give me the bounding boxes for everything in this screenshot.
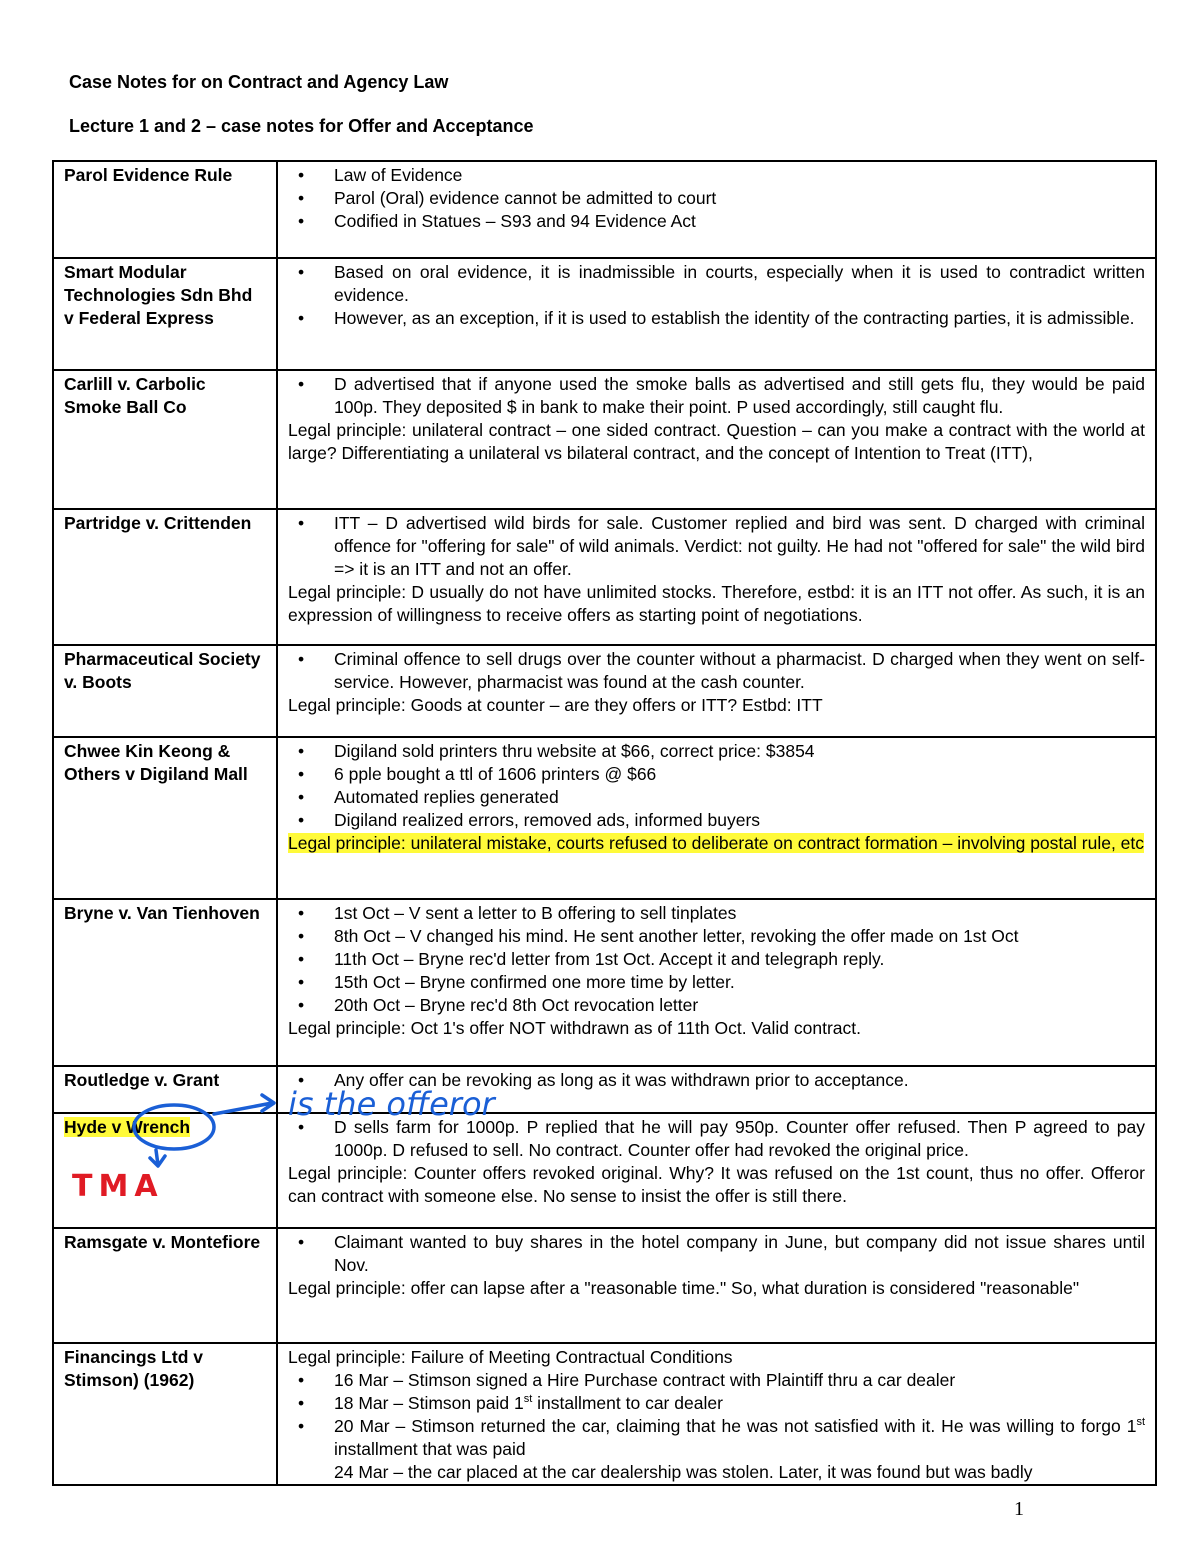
case-notes: [277, 737, 1156, 899]
legal-principle: Legal principle: Goods at counter – are they offers or ITT? Estbd: ITT: [288, 695, 823, 715]
list-item: • Codified in Statues – S93 and 94 Evidence Act: [334, 210, 1145, 233]
case-notes: [277, 258, 1156, 370]
list-item: • 15th Oct – Bryne confirmed one more time by letter.: [334, 971, 1145, 994]
case-name: Pharmaceutical Society v. Boots: [53, 645, 277, 737]
case-name: Chwee Kin Keong & Others v Digiland Mall: [53, 737, 277, 899]
list-item: • However, as an exception, if it is used to establish the identity of the contracting parties, it is admissible.: [334, 307, 1145, 330]
case-notes-table: [52, 160, 1157, 1486]
table-row: [53, 737, 1156, 899]
legal-principle: Legal principle: unilateral contract – one sided contract. Question – can you make a contract with the world at large? Differentiating a unilateral vs bilateral contract, and the concept of Intention to Treat (ITT),: [288, 420, 1145, 463]
legal-principle: Legal principle: Counter offers revoked original. Why? It was refused on the 1st count, thus no offer. Offeror can contract with someone else. No sense to insist the offer is still there.: [288, 1163, 1145, 1206]
list-item: • 8th Oct – V changed his mind. He sent another letter, revoking the offer made on 1st Oct: [334, 925, 1145, 948]
list-item: • 6 pple bought a ttl of 1606 printers @ $66: [334, 763, 1145, 786]
table-row: [53, 1113, 1156, 1228]
case-name: Parol Evidence Rule: [53, 161, 277, 258]
table-row: [53, 899, 1156, 1066]
legal-principle: Legal principle: offer can lapse after a "reasonable time." So, what duration is considered "reasonable": [288, 1278, 1080, 1298]
table-row: [53, 509, 1156, 645]
table-row: [53, 258, 1156, 370]
list-item: • Law of Evidence: [334, 164, 1145, 187]
case-notes: [277, 1343, 1156, 1485]
legal-principle: Legal principle: Oct 1's offer NOT withdrawn as of 11th Oct. Valid contract.: [288, 1018, 862, 1038]
document-title: Case Notes for on Contract and Agency Law: [69, 72, 449, 92]
case-notes: [277, 370, 1156, 509]
case-notes: [277, 1066, 1156, 1113]
highlighted-case-name: Hyde v Wrench: [64, 1117, 191, 1137]
list-item: • 16 Mar – Stimson signed a Hire Purchase contract with Plaintiff thru a car dealer: [334, 1369, 1145, 1392]
table-row: [53, 1228, 1156, 1343]
case-notes: [277, 161, 1156, 258]
table-row: [53, 1343, 1156, 1485]
case-name: Carlill v. Carbolic Smoke Ball Co: [53, 370, 277, 509]
case-notes: [277, 1113, 1156, 1228]
list-item: • D advertised that if anyone used the smoke balls as advertised and still gets flu, they would be paid 100p. They deposited $ in bank to make their point. P used accordingly, still caught flu.: [334, 373, 1145, 419]
list-item: • 1st Oct – V sent a letter to B offering to sell tinplates: [334, 902, 1145, 925]
legal-principle: Legal principle: Failure of Meeting Contractual Conditions: [288, 1347, 733, 1367]
case-name: [53, 1113, 277, 1228]
table-row: [53, 370, 1156, 509]
list-item: • D sells farm for 1000p. P replied that he will pay 950p. Counter offer refused. Then P agreed to pay 1000p. D refused to sell. No contract. Counter offer had revoked the original price.: [334, 1116, 1145, 1162]
table-row: [53, 1066, 1156, 1113]
table-row: [53, 645, 1156, 737]
legal-principle: Legal principle: D usually do not have unlimited stocks. Therefore, estbd: it is an ITT not offer. As such, it is an expression of willingness to receive offers as starting point of negotiations.: [288, 582, 1145, 625]
case-name: Bryne v. Van Tienhoven: [53, 899, 277, 1066]
list-item: • Any offer can be revoking as long as it was withdrawn prior to acceptance.: [334, 1069, 1145, 1092]
case-name: Smart Modular Technologies Sdn Bhd v Federal Express: [53, 258, 277, 370]
case-notes: [277, 509, 1156, 645]
case-name: Ramsgate v. Montefiore: [53, 1228, 277, 1343]
list-item: • Based on oral evidence, it is inadmissible in courts, especially when it is used to contradict written evidence.: [334, 261, 1145, 307]
case-notes: [277, 899, 1156, 1066]
table-row: [53, 161, 1156, 258]
case-notes: [277, 1228, 1156, 1343]
list-item: • 11th Oct – Bryne rec'd letter from 1st Oct. Accept it and telegraph reply.: [334, 948, 1145, 971]
list-item: • 20 Mar – Stimson returned the car, claiming that he was not satisfied with it. He was willing to forgo 1st installment that was paid: [334, 1415, 1145, 1461]
handwritten-note: TMA: [72, 1169, 164, 1204]
handwritten-note: is the offeror: [288, 1085, 495, 1123]
page-number: 1: [1014, 1498, 1024, 1520]
case-name: Financings Ltd v Stimson) (1962): [53, 1343, 277, 1485]
list-item: • Digiland realized errors, removed ads, informed buyers: [334, 809, 1145, 832]
list-item: • Automated replies generated: [334, 786, 1145, 809]
document-subtitle: Lecture 1 and 2 – case notes for Offer and Acceptance: [69, 116, 534, 136]
case-name: Partridge v. Crittenden: [53, 509, 277, 645]
case-name: Routledge v. Grant: [53, 1066, 277, 1113]
list-item: • ITT – D advertised wild birds for sale. Customer replied and bird was sent. D charged with criminal offence for "offering for sale" of wild animals. Verdict: not guilty. He had not "offered for sale" the wild bird => it is an ITT and not an offer.: [334, 512, 1145, 581]
list-item: • Criminal offence to sell drugs over the counter without a pharmacist. D charged when they went on self-service. However, pharmacist was found at the cash counter.: [334, 648, 1145, 694]
list-item: • Parol (Oral) evidence cannot be admitted to court: [334, 187, 1145, 210]
case-notes: [277, 645, 1156, 737]
list-item: • 18 Mar – Stimson paid 1st installment to car dealer: [334, 1392, 1145, 1415]
list-item: • Digiland sold printers thru website at $66, correct price: $3854: [334, 740, 1145, 763]
list-item: • Claimant wanted to buy shares in the hotel company in June, but company did not issue shares until Nov.: [334, 1231, 1145, 1277]
highlighted-legal-principle: Legal principle: unilateral mistake, courts refused to deliberate on contract formation – involving postal rule, etc: [288, 833, 1145, 853]
list-item: • 20th Oct – Bryne rec'd 8th Oct revocation letter: [334, 994, 1145, 1017]
list-item: • 24 Mar – the car placed at the car dealership was stolen. Later, it was found but was badly: [334, 1461, 1145, 1484]
